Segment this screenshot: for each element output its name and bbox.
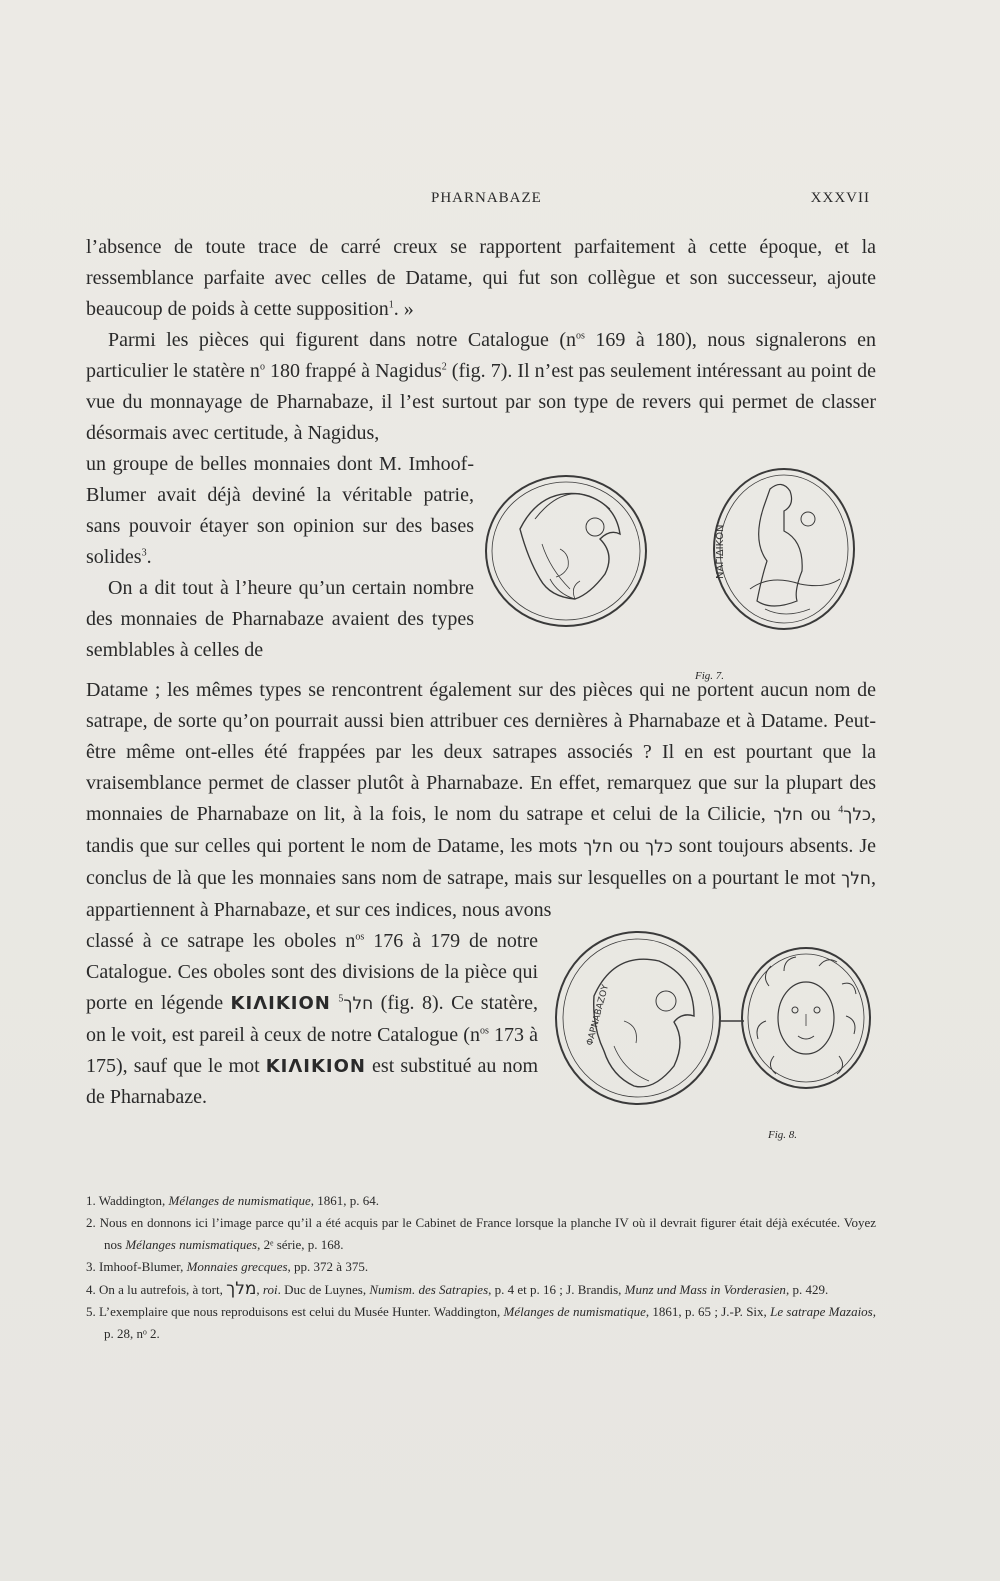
paragraph-3: Datame ; les mêmes types se rencontrent également sur des pièces qui ne portent aucun nom de satrape, de sorte qu’on pourrait aussi bien attribuer ces dernières à Pharnabaze et à Datame. Peut-être même ont-elles été frappées par les deux satrapes associés ? Il en est pourtant que la vraisemblance permet de classer plutôt à Pharnabaze. En effet, remarquez que sur la plupart des monnaies de Pharnabaze on lit, à la fois, le nom du satrape et celui de la Cilicie, חלך ou כלך$^4$ , tandis que sur celles qui portent le nom de Datame, les mots חלך ou כלך sont toujours absents. Je conclus de là que les monnaies sans nom de satrape, mais sur lesquelles on a pourtant le mot חלך, appartiennent à Pharnabaze, et sur ces indices, nous avons (86, 679, 877, 921)
figure-7 (480, 449, 872, 682)
running-title: PHARNABAZE (431, 190, 542, 206)
greek-legend: ΚΙΛΙΚΙΟΝ (265, 1056, 366, 1077)
figure-8-block (86, 926, 876, 1142)
footnote-2: 2. Nous en donnons ici l’image parce qu’il a été acquis par le Cabinet de France lorsque la planche IV où il devrait figurer était déjà exécutée. Voyez nos Mélanges numismatiques, 2ᵉ série, p. 168. (86, 1215, 876, 1252)
paragraph-3-end: classé à ce satrape les oboles $n^{os}$ 176 à 179 de notre Catalogue. Ces oboles sont des divisions de la pièce qui porte en légende ΚΙΛΙΚΙΟΝ חלך$^5$ (fig. 8). Ce statère, on le voit, est pareil à ceux de notre Catalogue ($n^{os}$ 173 à 175), sauf que le mot ΚΙΛΙΚΙΟΝ est substitué au nom de Pharnabaze. (86, 930, 538, 1108)
page-number: XXXVII (810, 190, 870, 206)
hebrew-word: חלך (343, 994, 374, 1014)
footnotes (86, 1190, 876, 1345)
paragraph-2-end: un groupe de belles monnaies dont M. Imhoof-Blumer avait déjà deviné la véritable patrie, sans pouvoir étayer son opinion sur des bases solides$^3$. (86, 453, 474, 568)
figure-8-caption: Fig. 8. (768, 1129, 798, 1141)
main-text (86, 232, 876, 1142)
footnote-ref-4[interactable]: 4 (838, 804, 844, 816)
figure-8-wrap-text (86, 926, 538, 1113)
paragraph-1: l’absence de toute trace de carré creux se rapportent parfaitement à cette époque, et la ressemblance parfaite avec celles de Datame, qui fut son collègue et son successeur, ajoute beaucoup de poids à cette supposition$^1$. » (86, 236, 876, 320)
footnote-5: 5. L’exemplaire que nous reproduisons est celui du Musée Hunter. Waddington, Mélanges de numismatique, 1861, p. 65 ; J.-P. Six, Le satrape Mazaios, p. 28, nᵒ 2. (86, 1304, 876, 1341)
footnote-ref-3[interactable]: 3 (141, 547, 147, 559)
svg-text:ΦΑΡΝΑΒΑΖΟΥ: ΦΑΡΝΑΒΑΖΟΥ (585, 983, 612, 1047)
coin-illustration-fig7 (480, 449, 872, 675)
footnote-4: 4. On a lu autrefois, à tort, מלך, roi. Duc de Luynes, Numism. des Satrapies, p. 4 et p. 16 ; J. Brandis, Munz und Mass in Vorderasien, p. 429. (86, 1279, 829, 1299)
hebrew-word: חלך (841, 869, 871, 889)
footnote-1: 1. Waddington, Mélanges de numismatique, 1861, p. 64. (86, 1193, 380, 1208)
coin-legend-fig7: ΝΑΓΙΔΙΚΟΝ (715, 524, 726, 579)
footnote-3: 3. Imhoof-Blumer, Monnaies grecques, pp. 372 à 375. (86, 1259, 369, 1274)
paragraph-2: Parmi les pièces qui figurent dans notre Catalogue ($n^{os}$ 169 à 180), nous signalerons en particulier le statère $n^o$ 180 frappé à Nagidus$^2$ (fig. 7). Il n’est pas seulement intéressant au point de vue du monnayage de Pharnabaze, il l’est surtout par son type de revers qui permet de classer désormais avec certitude, à Nagidus, (86, 329, 877, 444)
paragraph-3-start: On a dit tout à l’heure qu’un certain nombre des monnaies de Pharnabaze avaient des types semblables à celles de (86, 577, 474, 661)
figure-7-wrap-text (86, 449, 474, 666)
hebrew-word: חלך (583, 837, 614, 857)
greek-legend: ΚΙΛΙΚΙΟΝ (230, 993, 331, 1014)
coin-illustration-fig8 (554, 926, 874, 1142)
running-header (86, 190, 876, 214)
footnote-ref-2[interactable]: 2 (441, 361, 447, 373)
hebrew-word: כלך (645, 837, 673, 857)
figure-7-block (86, 449, 876, 682)
footnote-ref-1[interactable]: 1 (388, 299, 394, 311)
hebrew-word: חלך (773, 805, 804, 825)
hebrew-word: כלך (843, 805, 871, 825)
figure-8 (554, 926, 874, 1142)
figure-7-caption: Fig. 7. (695, 670, 725, 682)
footnote-ref-5[interactable]: 5 (338, 993, 344, 1005)
